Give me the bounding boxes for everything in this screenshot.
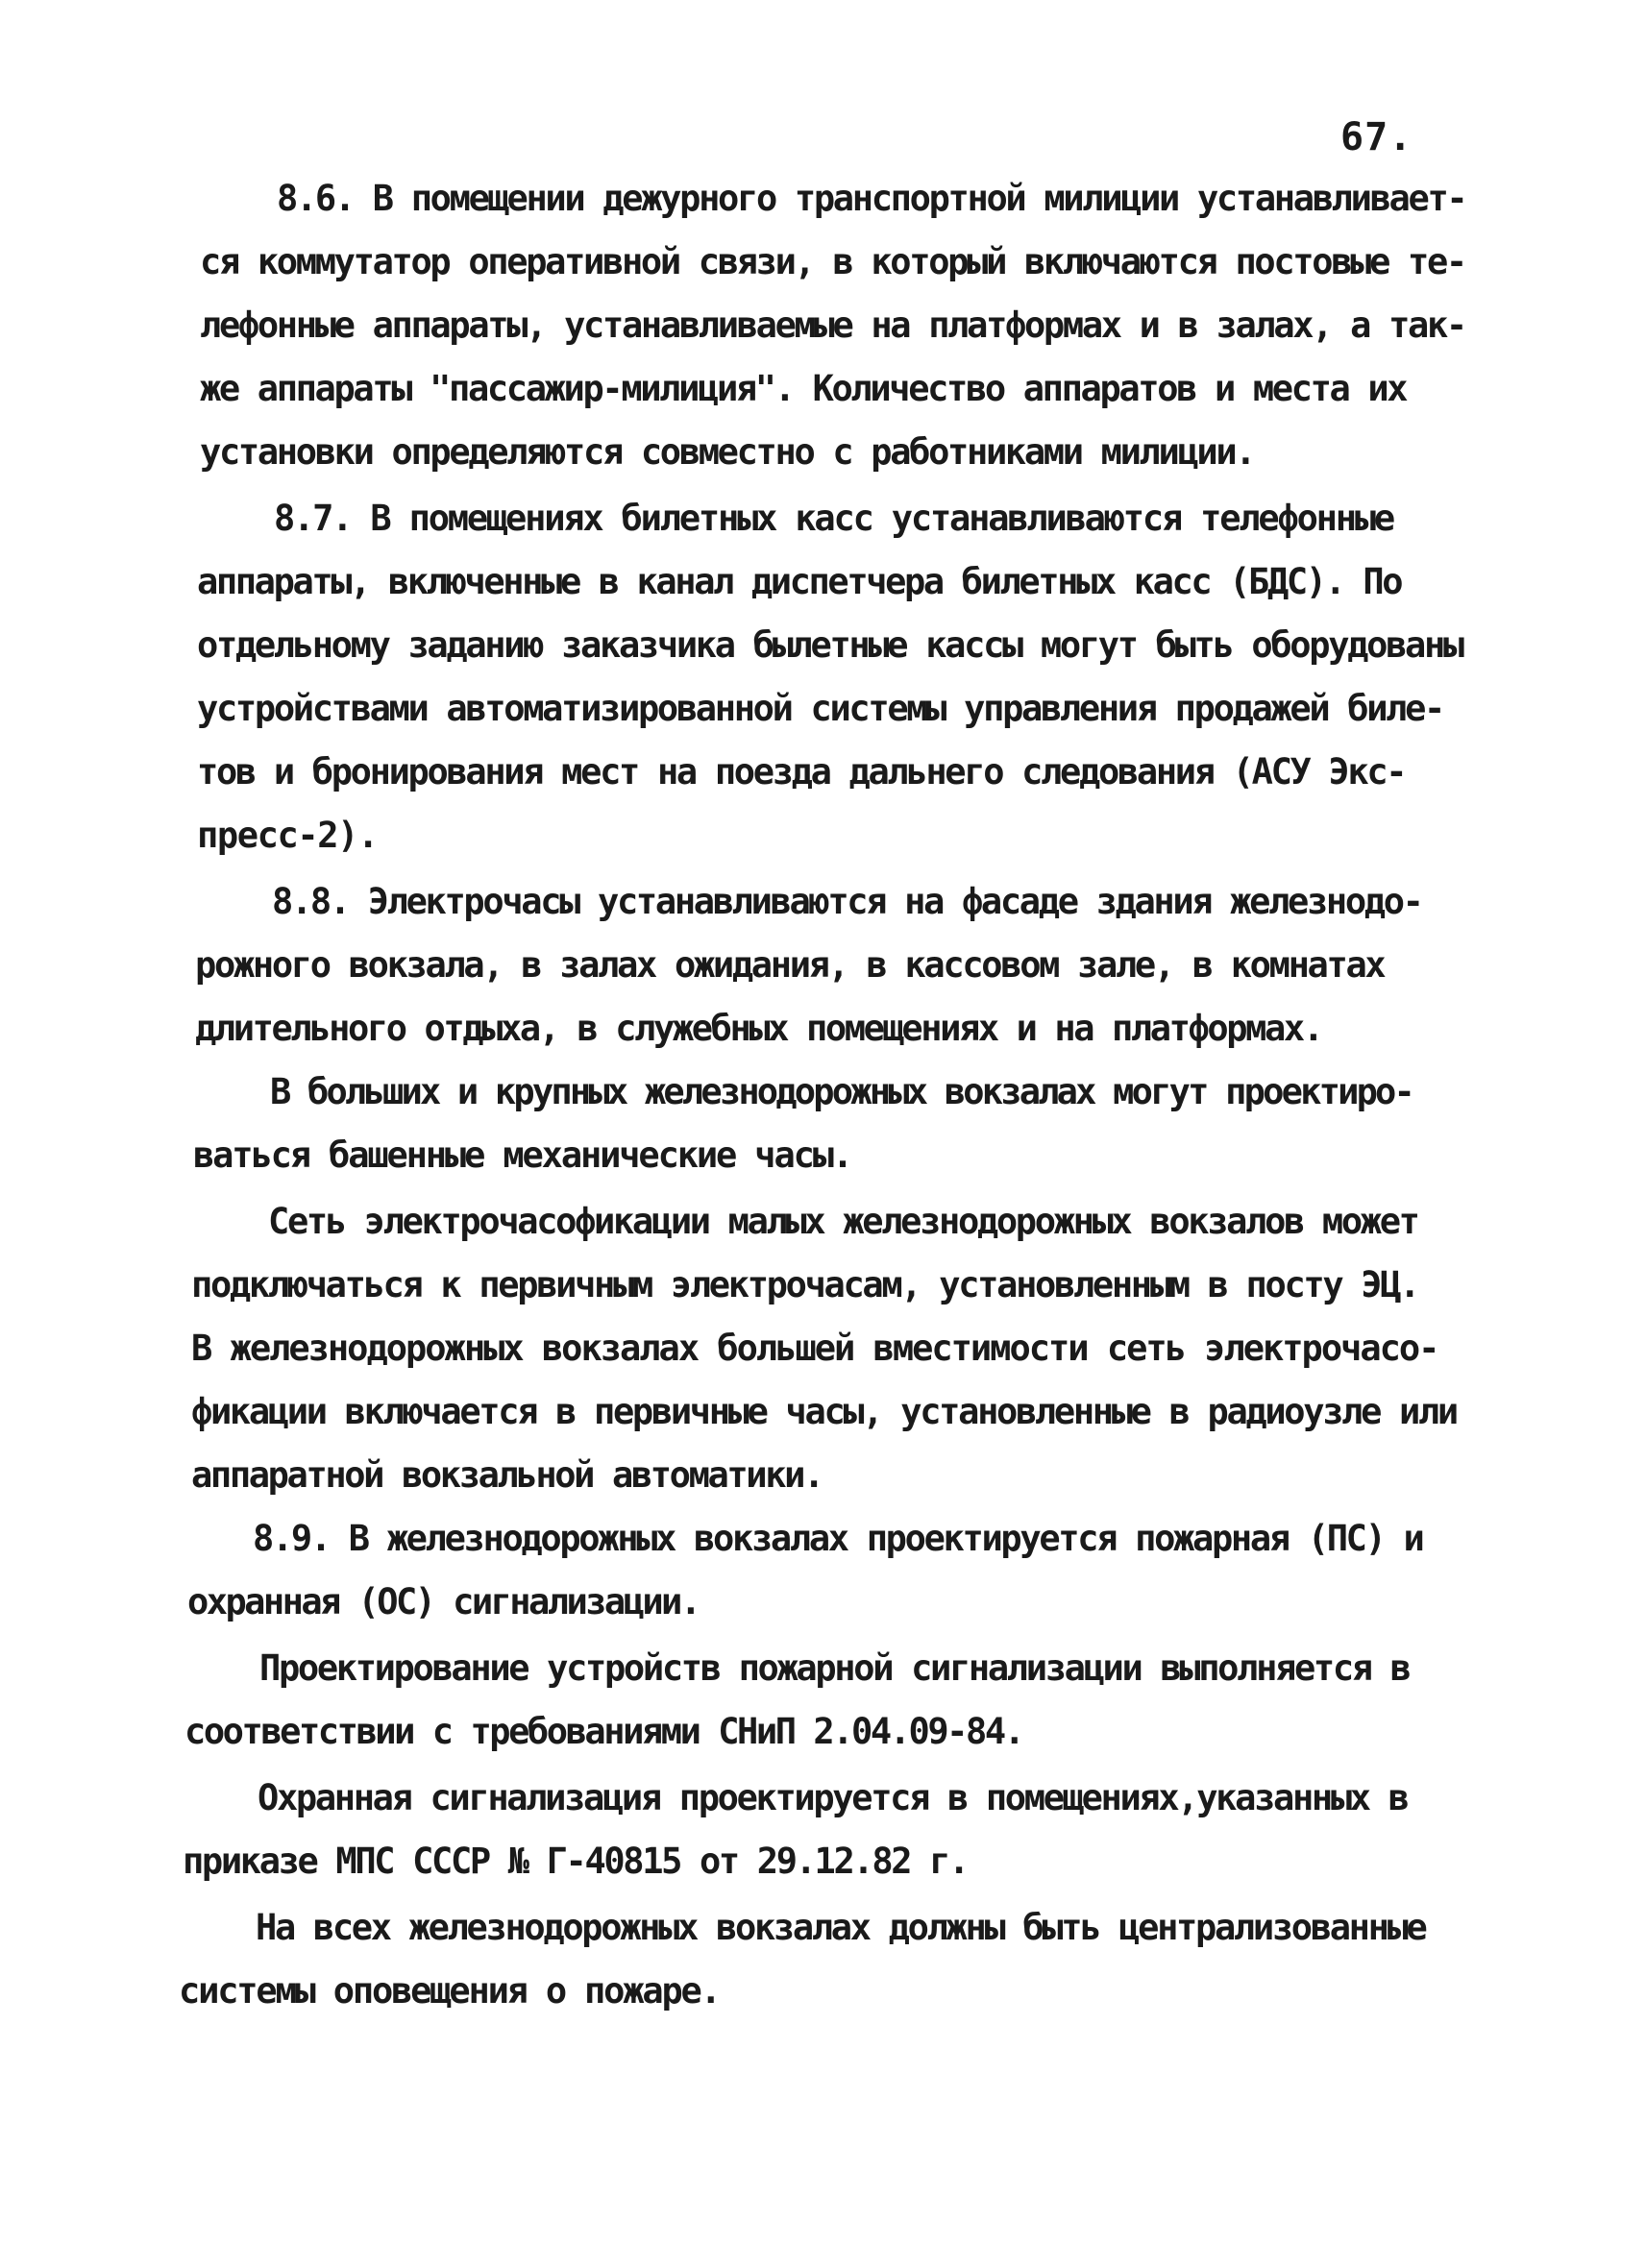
text-line: пресс-2). [197, 815, 378, 856]
text-line: фикации включается в первичные часы, установленные в радиоузле или [191, 1391, 1457, 1432]
text-line: 8.7. В помещениях билетных касс устанавливаются телефонные [274, 498, 1394, 539]
text-line: отдельному заданию заказчика былетные кассы могут быть оборудованы [197, 624, 1462, 666]
text-line: 8.6. В помещении дежурного транспортной милиции устанавливает- [277, 178, 1466, 219]
text-line: аппаратной вокзальной автоматики. [191, 1454, 823, 1496]
text-line: 8.9. В железнодорожных вокзалах проектируется пожарная (ПС) и [253, 1518, 1423, 1559]
text-line: устройствами автоматизированной системы управления продажей биле- [197, 688, 1444, 729]
text-line: длительного отдыха, в служебных помещениях и на платформах. [195, 1008, 1322, 1049]
text-line: В больших и крупных железнодорожных вокзалах могут проектиро- [270, 1071, 1413, 1112]
text-line: соответствии с требованиями СНиП 2.04.09-84. [184, 1711, 1023, 1752]
text-line: лефонные аппараты, устанавливаемые на платформах и в залах, а так- [200, 305, 1465, 346]
text-line: Проектирование устройств пожарной сигнализации выполняется в [259, 1647, 1410, 1689]
text-line: подключаться к первичным электрочасам, установленным в посту ЭЦ. [191, 1264, 1419, 1305]
text-line: Сеть электрочасофикации малых железнодорожных вокзалов может [268, 1201, 1418, 1242]
text-line: тов и бронирования мест на поезда дальнего следования (АСУ Экс- [197, 751, 1406, 793]
text-line: аппараты, включенные в канал диспетчера билетных касс (БДС). По [197, 561, 1402, 602]
text-line: Охранная сигнализация проектируется в помещениях,указанных в [258, 1777, 1408, 1818]
text-line: ся коммутатор оперативной связи, в который включаются постовые те- [200, 241, 1465, 282]
text-line: приказе МПС СССР № Г-40815 от 29.12.82 г. [183, 1841, 968, 1882]
page-number: 67. [1340, 115, 1413, 159]
text-line: 8.8. Электрочасы устанавливаются на фасаде здания железнодо- [272, 881, 1422, 922]
text-line: ваться башенные механические часы. [193, 1134, 852, 1176]
text-line: системы оповещения о пожаре. [179, 1970, 720, 2012]
text-line: же аппараты "пассажир-милиция". Количество аппаратов и места их [200, 368, 1407, 409]
text-line: рожного вокзала, в залах ожидания, в кассовом зале, в комнатах [195, 944, 1385, 986]
text-line: охранная (ОС) сигнализации. [187, 1581, 700, 1622]
text-line: На всех железнодорожных вокзалах должны быть централизованные [256, 1907, 1426, 1948]
text-line: В железнодорожных вокзалах большей вместимости сеть электрочасо- [191, 1328, 1438, 1369]
text-line: установки определяются совместно с работниками милиции. [200, 431, 1255, 473]
